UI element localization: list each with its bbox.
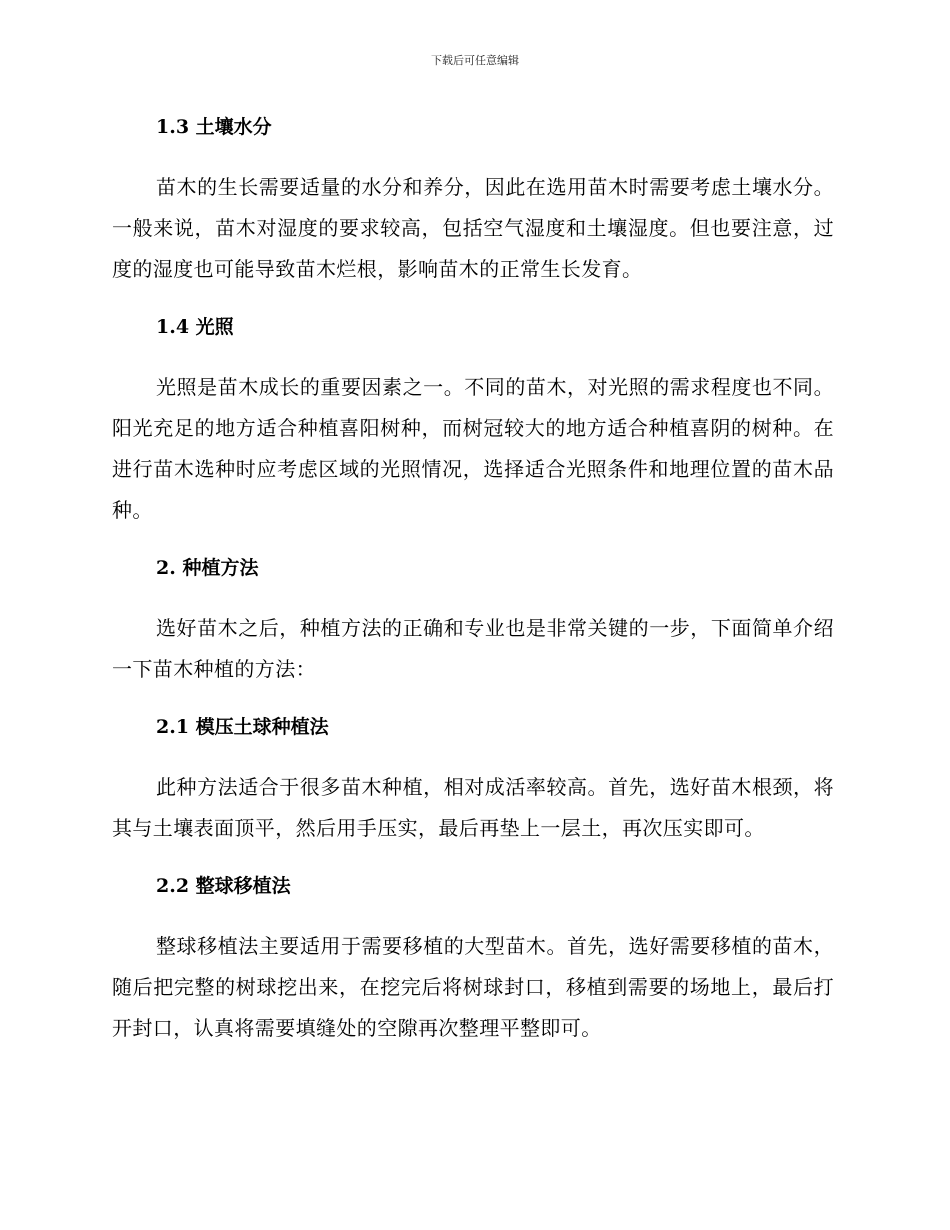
section-heading-molded-soil-ball: 2.1 模压土球种植法 — [156, 716, 329, 738]
section-paragraph-soil-moisture: 苗木的生长需要适量的水分和养分，因此在选用苗木时需要考虑土壤水分。一般来说，苗木对湿度的要求较高，包括空气湿度和土壤湿度。但也要注意，过度的湿度也可能导致苗木烂根，影响苗木的正常生长发育。 — [112, 175, 834, 281]
document-body — [112, 112, 834, 1049]
page-header: 下载后可任意编辑 — [431, 54, 519, 67]
section-paragraph-whole-ball-transplant: 整球移植法主要适用于需要移植的大型苗木。首先，选好需要移植的苗木，随后把完整的树球挖出来，在挖完后将树球封口，移植到需要的场地上，最后打开封口，认真将需要填缝处的空隙再次整理平整即可。 — [112, 934, 834, 1040]
section-heading-light: 1.4 光照 — [156, 316, 234, 338]
section-heading-planting-methods: 2. 种植方法 — [156, 557, 259, 579]
section-paragraph-light: 光照是苗木成长的重要因素之一。不同的苗木，对光照的需求程度也不同。阳光充足的地方适合种植喜阳树种，而树冠较大的地方适合种植喜阴的树种。在进行苗木选种时应考虑区域的光照情况，选择适合光照条件和地理位置的苗木品种。 — [112, 375, 834, 522]
section-heading-soil-moisture: 1.3 土壤水分 — [156, 116, 272, 138]
section-paragraph-planting-methods: 选好苗木之后，种植方法的正确和专业也是非常关键的一步，下面简单介绍一下苗木种植的方法： — [112, 616, 834, 681]
section-heading-whole-ball-transplant: 2.2 整球移植法 — [156, 875, 291, 897]
section-paragraph-molded-soil-ball: 此种方法适合于很多苗木种植，相对成活率较高。首先，选好苗木根颈，将其与土壤表面顶平，然后用手压实，最后再垫上一层土，再次压实即可。 — [112, 775, 834, 840]
